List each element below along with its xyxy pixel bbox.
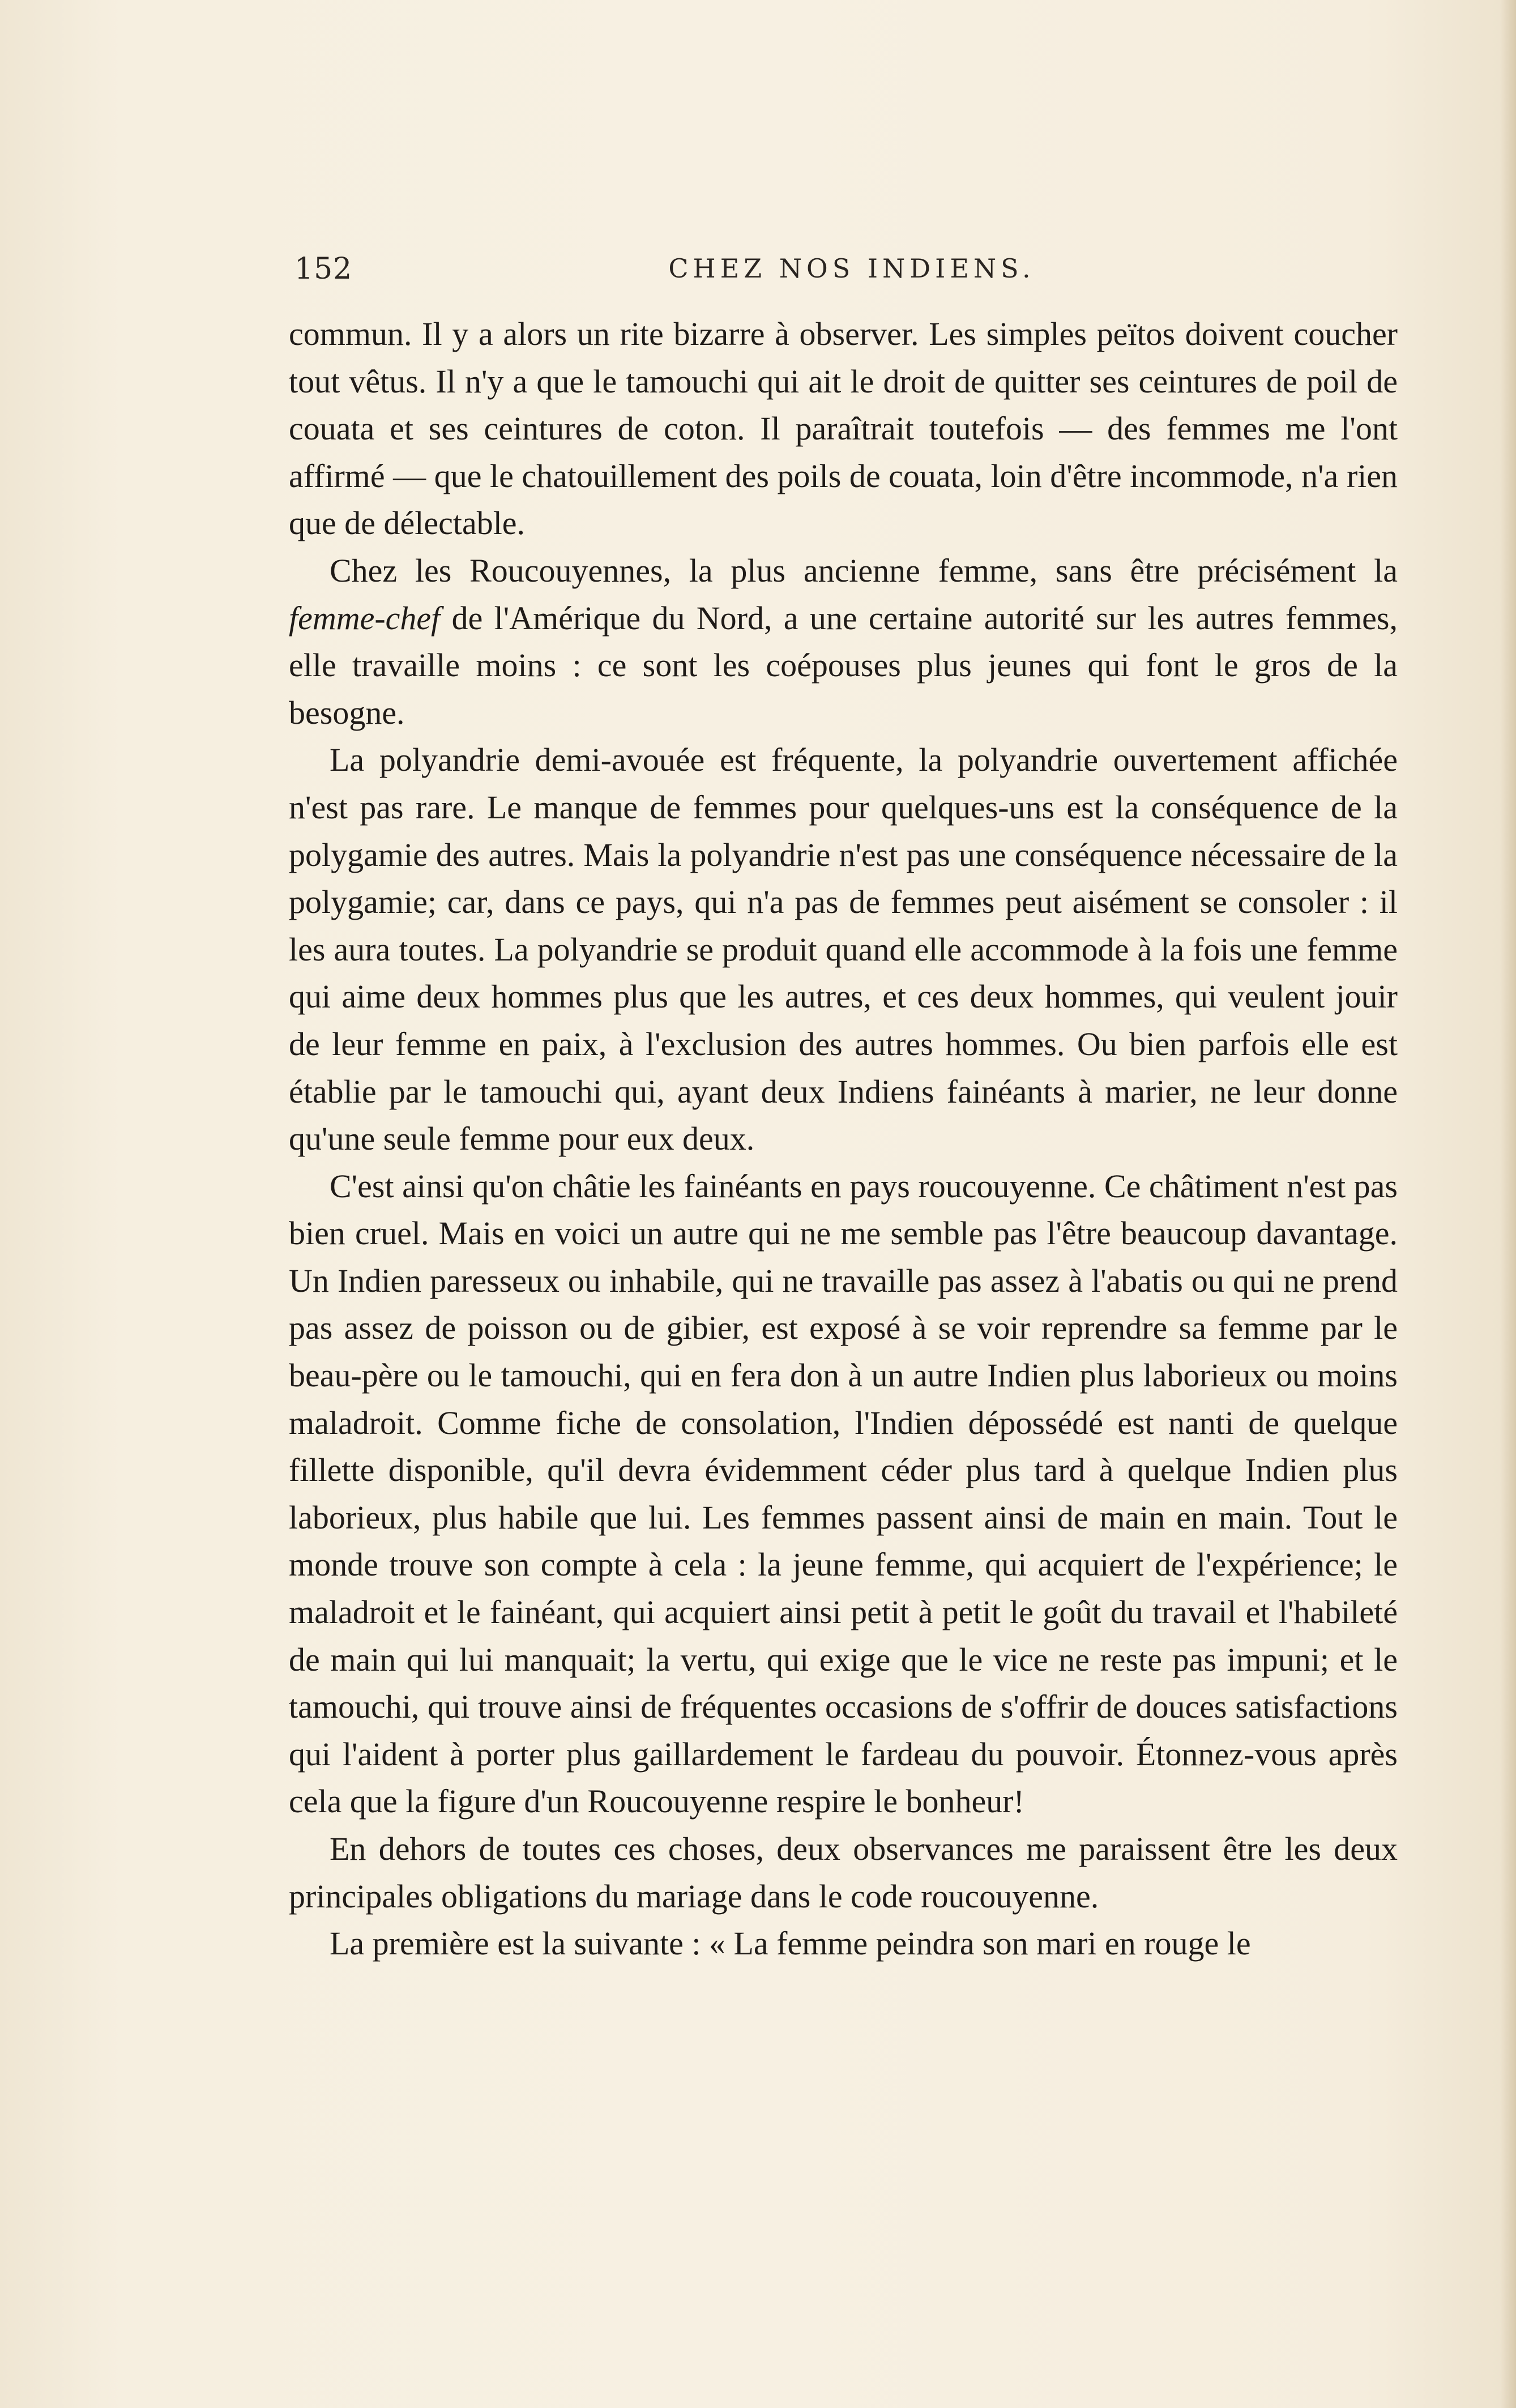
body-text bbox=[289, 310, 1398, 1967]
paragraph-continuation: commun. Il y a alors un rite bizarre à observer. Les simples peïtos doivent coucher tout vêtus. Il n'y a que le tamouchi qui ait le droit de quitter ses ceintures de poil de couata et ses ceintures de coton. Il paraîtrait toutefois — des femmes me l'ont affirmé — que le chatouillement des poils de couata, loin d'être incommode, n'a rien que de délectable. bbox=[289, 315, 1398, 542]
paragraph-premiere-obligation: La première est la suivante : « La femme peindra son mari en rouge le bbox=[330, 1925, 1251, 1962]
paragraph-obligations: En dehors de toutes ces choses, deux observances me paraissent être les deux principales obligations du mariage dans le code roucouyenne. bbox=[289, 1830, 1398, 1915]
page-number: 152 bbox=[294, 252, 353, 286]
running-title: CHEZ NOS INDIENS. bbox=[668, 253, 1035, 284]
paragraph-femme-chef bbox=[289, 547, 1398, 736]
paragraph-text-before-emphasis: Chez les Roucouyennes, la plus ancienne femme, sans être précisément la bbox=[330, 552, 1398, 589]
italic-term: femme-chef bbox=[289, 599, 441, 637]
page-header bbox=[294, 252, 1409, 292]
page-edge-shadow bbox=[1500, 0, 1516, 2408]
paragraph-chatiment: C'est ainsi qu'on châtie les fainéants en pays roucouyenne. Ce châtiment n'est pas bien cruel. Mais en voici un autre qui ne me semble pas l'être beaucoup davantage. Un Indien paresseux ou inhabile, qui ne travaille pas assez à l'abatis ou qui ne prend pas assez de poisson ou de gibier, est exposé à se voir reprendre sa femme par le beau-père ou le tamouchi, qui en fera don à un autre Indien plus laborieux ou moins maladroit. Comme fiche de consolation, l'Indien dépossédé est nanti de quelque fillette disponible, qu'il devra évidemment céder plus tard à quelque Indien plus laborieux, plus habile que lui. Les femmes passent ainsi de main en main. Tout le monde trouve son compte à cela : la jeune femme, qui acquiert de l'expérience; le maladroit et le fainéant, qui acquiert ainsi petit à petit le goût du travail et l'habileté de main qui lui manquait; la vertu, qui exige que le vice ne reste pas impuni; et le tamouchi, qui trouve ainsi de fréquentes occasions de s'offrir de douces satisfactions qui l'aident à porter plus gaillardement le fardeau du pouvoir. Étonnez-vous après cela que la figure d'un Roucouyenne respire le bonheur! bbox=[289, 1167, 1398, 1820]
paragraph-text-after-emphasis: de l'Amérique du Nord, a une certaine autorité sur les autres femmes, elle travaille moins : ce sont les coépouses plus jeunes qui font le gros de la besogne. bbox=[289, 599, 1398, 731]
paragraph-polyandrie: La polyandrie demi-avouée est fréquente, la polyandrie ouvertement affichée n'est pas rare. Le manque de femmes pour quelques-uns est la conséquence de la polygamie des autres. Mais la polyandrie n'est pas une conséquence nécessaire de la polygamie; car, dans ce pays, qui n'a pas de femmes peut aisément se consoler : il les aura toutes. La polyandrie se produit quand elle accommode à la fois une femme qui aime deux hommes plus que les autres, et ces deux hommes, qui veulent jouir de leur femme en paix, à l'exclusion des autres hommes. Ou bien parfois elle est établie par le tamouchi qui, ayant deux Indiens fainéants à marier, ne leur donne qu'une seule femme pour eux deux. bbox=[289, 741, 1398, 1158]
